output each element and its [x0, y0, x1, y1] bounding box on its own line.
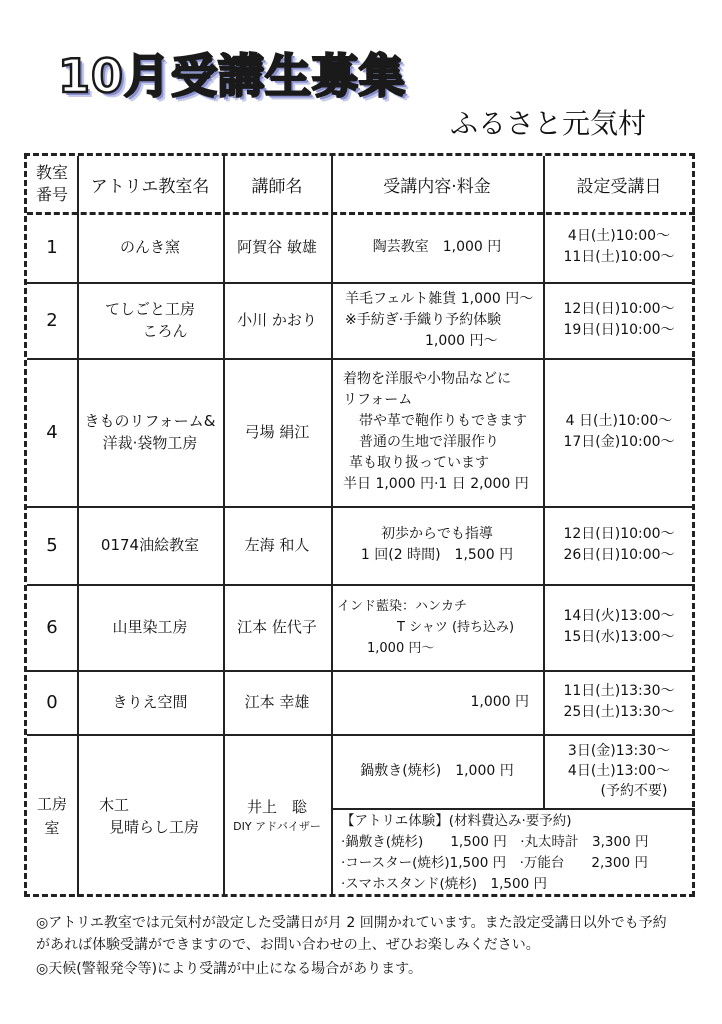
class-dates: 4 日(土)10:00～ 17日(金)10:00～ [563, 413, 675, 450]
class-content: インド藍染：ハンカチ T シャツ (持ち込み) 1,000 円～ [337, 598, 515, 656]
row-number: 4 [46, 421, 58, 443]
class-dates: 11日(土)13:30～ 25日(土)13:30～ [563, 683, 675, 720]
note-line: ◎天候(警報発令等)により受講が中止になる場合があります。 [36, 961, 423, 977]
class-name: 0174油絵教室 [100, 536, 200, 554]
workshop-teacher: 井上 聡 DIY アドバイザー [233, 797, 321, 833]
workshop-content: 鍋敷き(焼杉) 1,000 円 [360, 762, 514, 779]
workshop-name: 木工 見晴らし工房 [99, 795, 200, 836]
note-line: があれば体験受講ができますので、お問い合わせの上、ぜひお楽しみください。 [36, 937, 540, 953]
header-class: アトリエ教室名 [90, 176, 210, 197]
note-line: ◎アトリエ教室では元気村が設定した受講日が月 2 回開かれています。また設定受講日以外でも予約 [36, 915, 667, 931]
page-title: 10月受講生募集 [58, 49, 407, 103]
teacher-name: 江本 佐代子 [237, 618, 317, 636]
workshop-number: 工房 室 [36, 794, 67, 837]
class-content: 初歩からでも指導 1 回(2 時間) 1,500 円 [360, 526, 514, 563]
teacher-name: 小川 かおり [237, 311, 317, 329]
teacher-name: 江本 幸雄 [244, 693, 310, 711]
schedule-table [24, 153, 695, 897]
row-number: 0 [46, 691, 58, 713]
row-number: 5 [46, 534, 58, 556]
class-dates: 12日(日)10:00～ 19日(日)10:00～ [563, 301, 675, 338]
header-date: 設定受講日 [576, 176, 662, 197]
class-dates: 14日(火)13:00～ 15日(水)13:00～ [563, 608, 675, 645]
page-subtitle: ふるさと元気村 [450, 107, 647, 140]
header-number: 教室 番号 [35, 163, 68, 204]
class-dates: 4日(土)10:00～ 11日(土)10:00～ [563, 228, 675, 265]
header-content: 受講内容·料金 [383, 176, 491, 197]
atelier-experience: 【アトリエ体験】(材料費込み·要予約) ·鍋敷き(焼杉) 1,500 円 ·丸太時計 3,300 円 ·コースター(焼杉)1,500 円 ·万能台 2,300 円 ·スマホスタンド(焼杉) 1,500 円 [341, 812, 649, 892]
class-name: のんき窯 [119, 238, 180, 256]
class-content: 1,000 円 [470, 693, 529, 710]
class-name: 山里染工房 [112, 618, 188, 636]
row-number: 1 [46, 236, 58, 258]
class-content: 着物を洋服や小物品などに リフォーム 帯や革で鞄作りもできます 普通の生地で洋服作り 革も取り扱っています 半日 1,000 円·1 日 2,000 円 [343, 371, 529, 492]
class-name: てしごと工房 ころん [104, 300, 195, 340]
teacher-name: 弓場 絹江 [244, 423, 310, 441]
row-number: 2 [46, 309, 58, 331]
header-teacher: 講師名 [251, 176, 303, 197]
teacher-name: 阿賀谷 敏雄 [237, 238, 317, 256]
teacher-name: 左海 和人 [244, 536, 310, 554]
row-number: 6 [46, 616, 58, 638]
class-name: きものリフォーム& 洋裁·袋物工房 [84, 412, 216, 452]
workshop-dates: 3日(金)13:30～ 4日(土)13:00～ (予約不要) [567, 743, 671, 799]
class-content: 羊毛フェルト雑貨 1,000 円～ ※手紡ぎ·手織り予約体験 1,000 円～ [345, 290, 534, 349]
class-dates: 12日(日)10:00～ 26日(日)10:00～ [563, 526, 675, 563]
class-name: きりえ空間 [112, 693, 188, 711]
class-content: 陶芸教室 1,000 円 [372, 238, 502, 255]
